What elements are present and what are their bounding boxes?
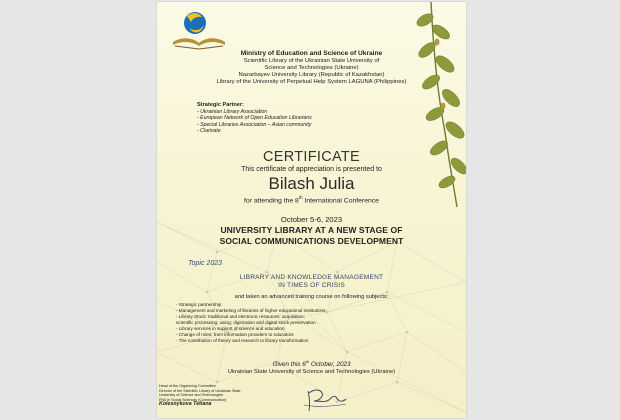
library-logo xyxy=(169,8,229,52)
conference-dates: October 5-6, 2023 xyxy=(280,215,343,224)
given-date: Given this 6th October, 2023 xyxy=(272,359,351,369)
presented-to-text: This certificate of appreciation is presented to xyxy=(241,166,382,173)
signatory-line: Head of the Organizing Committee xyxy=(159,384,216,388)
partner-item: - Clarivate xyxy=(197,128,221,135)
signatory-line: Director of the Scientific Library of Ukrainian State xyxy=(159,388,241,393)
partners-heading: Strategic Partner: xyxy=(197,102,244,108)
signatory-line: University of Science and Technologies xyxy=(159,393,224,398)
issuing-university: Ukrainian State University of Science and Technologies (Ukraine) xyxy=(227,369,396,375)
recipient-name: Bilash Julia xyxy=(268,174,355,193)
subject-item: - Management and marketing of libraries of higher educational institutions xyxy=(176,308,326,313)
subject-item: - Change of roles: from information providers to educators xyxy=(176,332,294,337)
attending-text: for attending the 8th International Conference xyxy=(244,195,379,205)
subject-item: - The contribution of theory and research to library transformation xyxy=(176,338,309,343)
conference-theme: UNIVERSITY LIBRARY AT A NEW STAGE OF SOCIAL COMMUNICATIONS DEVELOPMENT xyxy=(219,225,404,246)
training-intro: and taken an advanced training course on following subjects: xyxy=(234,294,389,300)
organizer-line: Nazarbayev University Library (Republic of Kazakhstan) xyxy=(238,72,385,78)
partner-item: - Ukrainian Library Association xyxy=(197,108,268,115)
subject-item: - Strategic partnership xyxy=(176,302,222,307)
certificate-title: CERTIFICATE xyxy=(262,149,361,165)
signatory-line: PhD in Social Sciences (Communication) xyxy=(159,397,227,402)
topic-title: LIBRARY AND KNOWLEDGE MANAGEMENT IN TIMES OF CRISIS xyxy=(239,274,384,290)
organizer-line: Scientific Library of the Ukrainian State University of xyxy=(243,58,380,64)
subject-item: - Library Stock: traditional and electronic resources; acquisition; xyxy=(176,314,305,319)
partner-item: - European Network of Open Education Librarians xyxy=(197,115,312,122)
subjects-list xyxy=(176,302,325,344)
signatory-block xyxy=(159,384,241,407)
certificate-page xyxy=(157,2,466,418)
subject-item: scientific processing; using; digitization and digital stock preservation xyxy=(176,320,316,325)
ministry-title: Ministry of Education and Science of Ukraine xyxy=(240,50,383,57)
topic-label: Topic 2023 xyxy=(188,260,222,267)
organizer-line: Science and Technologies (Ukraine) xyxy=(264,65,359,71)
handwritten-signature xyxy=(300,385,350,413)
signatory-name: Kolesnykova Tetiana xyxy=(159,401,212,408)
partner-item: - Special Libraries Association – Asian community xyxy=(197,121,312,128)
strategic-partners xyxy=(197,102,312,135)
subject-item: - Library services in support of science and education xyxy=(176,326,285,331)
organizer-line: Library of the University of Perpetual Help System LAGUNA (Philippines) xyxy=(216,79,407,85)
